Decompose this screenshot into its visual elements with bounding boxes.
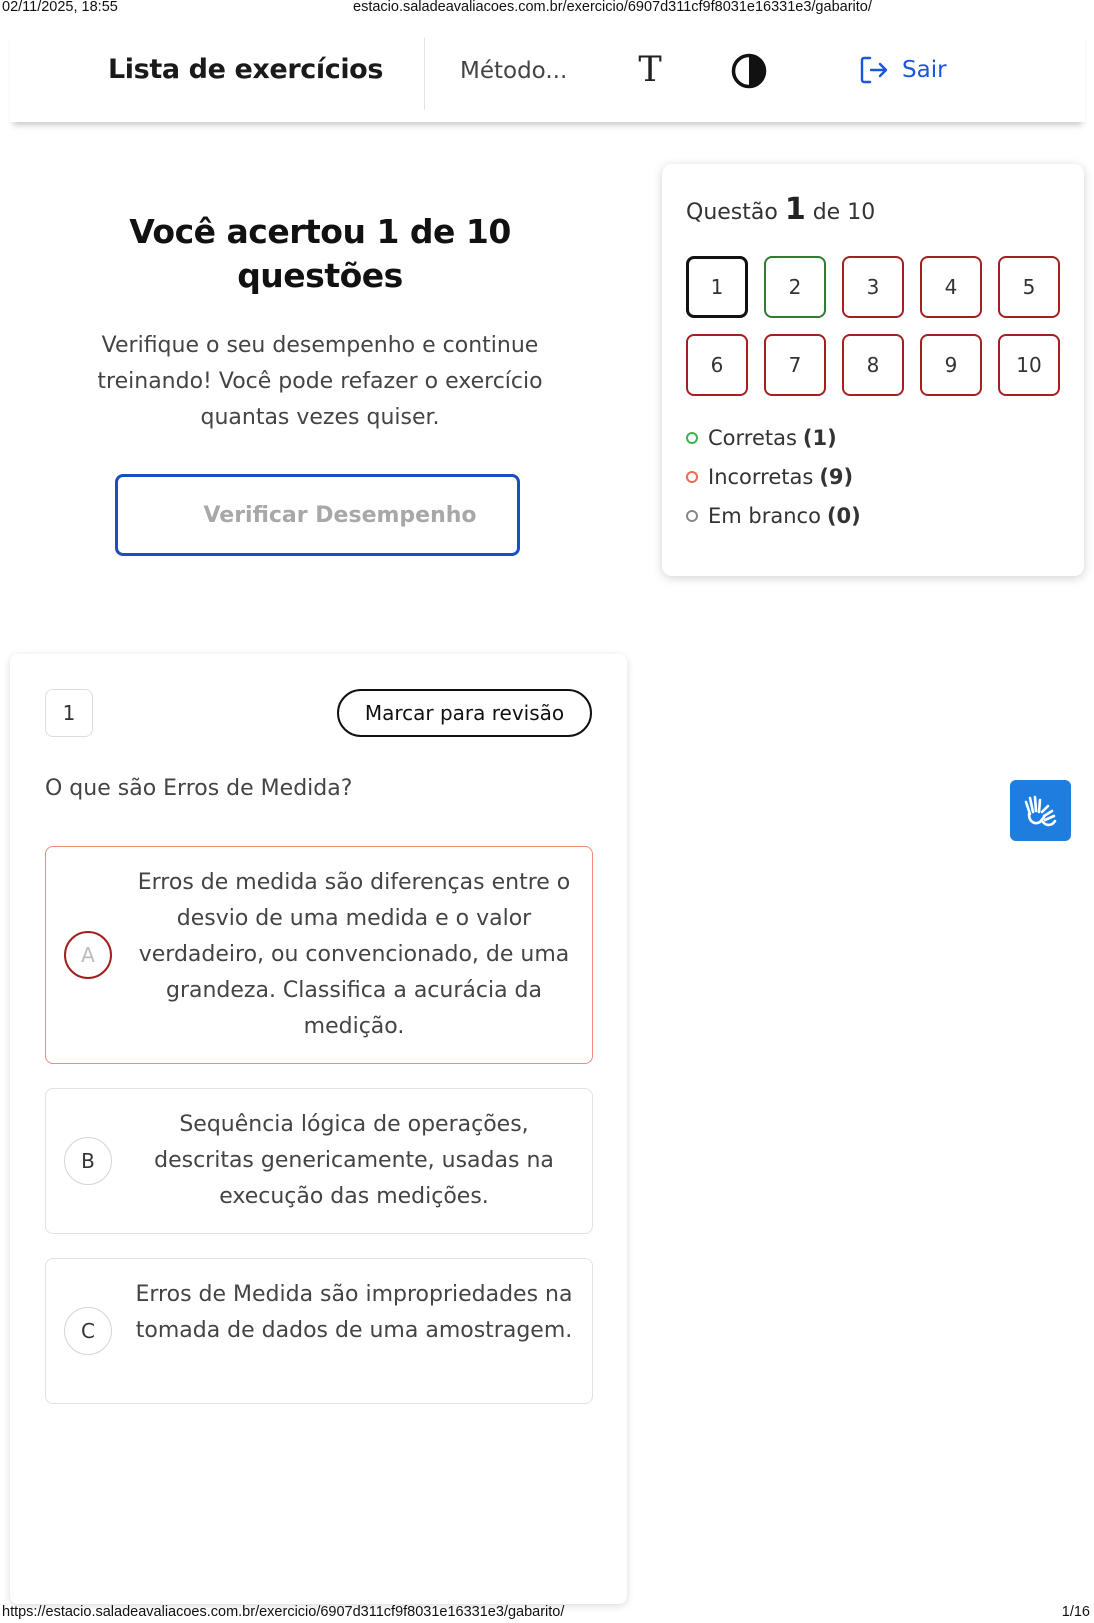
contrast-icon[interactable] [730,52,768,90]
question-button-7[interactable]: 7 [764,334,826,396]
legend-correct-count: (1) [802,425,837,450]
print-footer [0,1601,1094,1623]
verify-performance-button[interactable]: Verificar Desempenho [115,474,520,556]
option-b-letter: B [64,1137,112,1185]
question-button-9[interactable]: 9 [920,334,982,396]
print-url: estacio.saladeavaliacoes.com.br/exercicio/6907d311cf9f8031e16331e3/gabarito/ [353,0,872,15]
incorrect-dot-icon [686,471,698,483]
question-button-6[interactable]: 6 [686,334,748,396]
option-b[interactable] [45,1088,593,1234]
question-button-4[interactable]: 4 [920,256,982,318]
legend-incorrect-count: (9) [819,464,854,489]
status-legend [686,418,861,535]
question-button-3[interactable]: 3 [842,256,904,318]
counter-current: 1 [784,192,806,227]
print-date: 02/11/2025, 18:55 [2,0,118,15]
option-b-text: Sequência lógica de operações, descritas genericamente, usadas na execução das medições. [154,1112,554,1209]
question-number-badge: 1 [45,689,93,737]
question-text: O que são Erros de Medida? [45,776,353,801]
footer-url: https://estacio.saladeavaliacoes.com.br/exercicio/6907d311cf9f8031e16331e3/gabarito/ [2,1604,565,1620]
legend-incorrect [686,457,861,496]
sign-language-hands-icon [1022,792,1060,830]
correct-dot-icon [686,432,698,444]
option-c-text: Erros de Medida são impropriedades na tomada de dados de uma amostragem. [135,1282,573,1343]
question-button-1[interactable]: 1 [686,256,748,318]
option-a-letter: A [64,931,112,979]
subject-name: Método... [460,58,568,84]
print-header [0,0,1094,16]
logout-label: Sair [902,57,947,83]
legend-blank-count: (0) [826,503,861,528]
legend-blank-label: Em branco [708,503,821,528]
legend-blank [686,496,861,535]
result-heading: Você acertou 1 de 10 questões [129,212,511,295]
mark-for-review-button[interactable]: Marcar para revisão [337,689,592,737]
legend-incorrect-label: Incorretas [708,464,814,489]
legend-correct [686,418,861,457]
question-button-10[interactable]: 10 [998,334,1060,396]
result-summary [60,210,580,436]
vlibras-button[interactable] [1010,780,1071,841]
font-size-icon[interactable]: T [638,50,662,90]
counter-suffix: de 10 [812,200,876,225]
result-description: Verifique o seu desempenho e continue treinando! Você pode refazer o exercício quantas vezes quiser. [97,333,543,430]
legend-correct-label: Corretas [708,425,797,450]
question-card [10,654,627,1604]
page-title: Lista de exercícios [108,54,383,85]
question-button-2[interactable]: 2 [764,256,826,318]
blank-dot-icon [686,510,698,522]
question-navigator [662,164,1084,576]
logout-button[interactable] [858,54,947,86]
top-bar [10,30,1085,122]
option-a-text: Erros de medida são diferenças entre o desvio de uma medida e o valor verdadeiro, ou convencionado, de uma grandeza. Classifica a acurácia da medição. [137,870,571,1039]
option-a[interactable] [45,846,593,1064]
page-counter: 1/16 [1061,1604,1090,1620]
question-button-5[interactable]: 5 [998,256,1060,318]
counter-prefix: Questão [686,200,778,225]
header-divider [424,38,425,110]
question-grid [686,256,1060,396]
logout-icon [858,54,890,86]
question-button-8[interactable]: 8 [842,334,904,396]
option-c[interactable] [45,1258,593,1404]
option-c-letter: C [64,1307,112,1355]
question-counter [686,192,875,227]
